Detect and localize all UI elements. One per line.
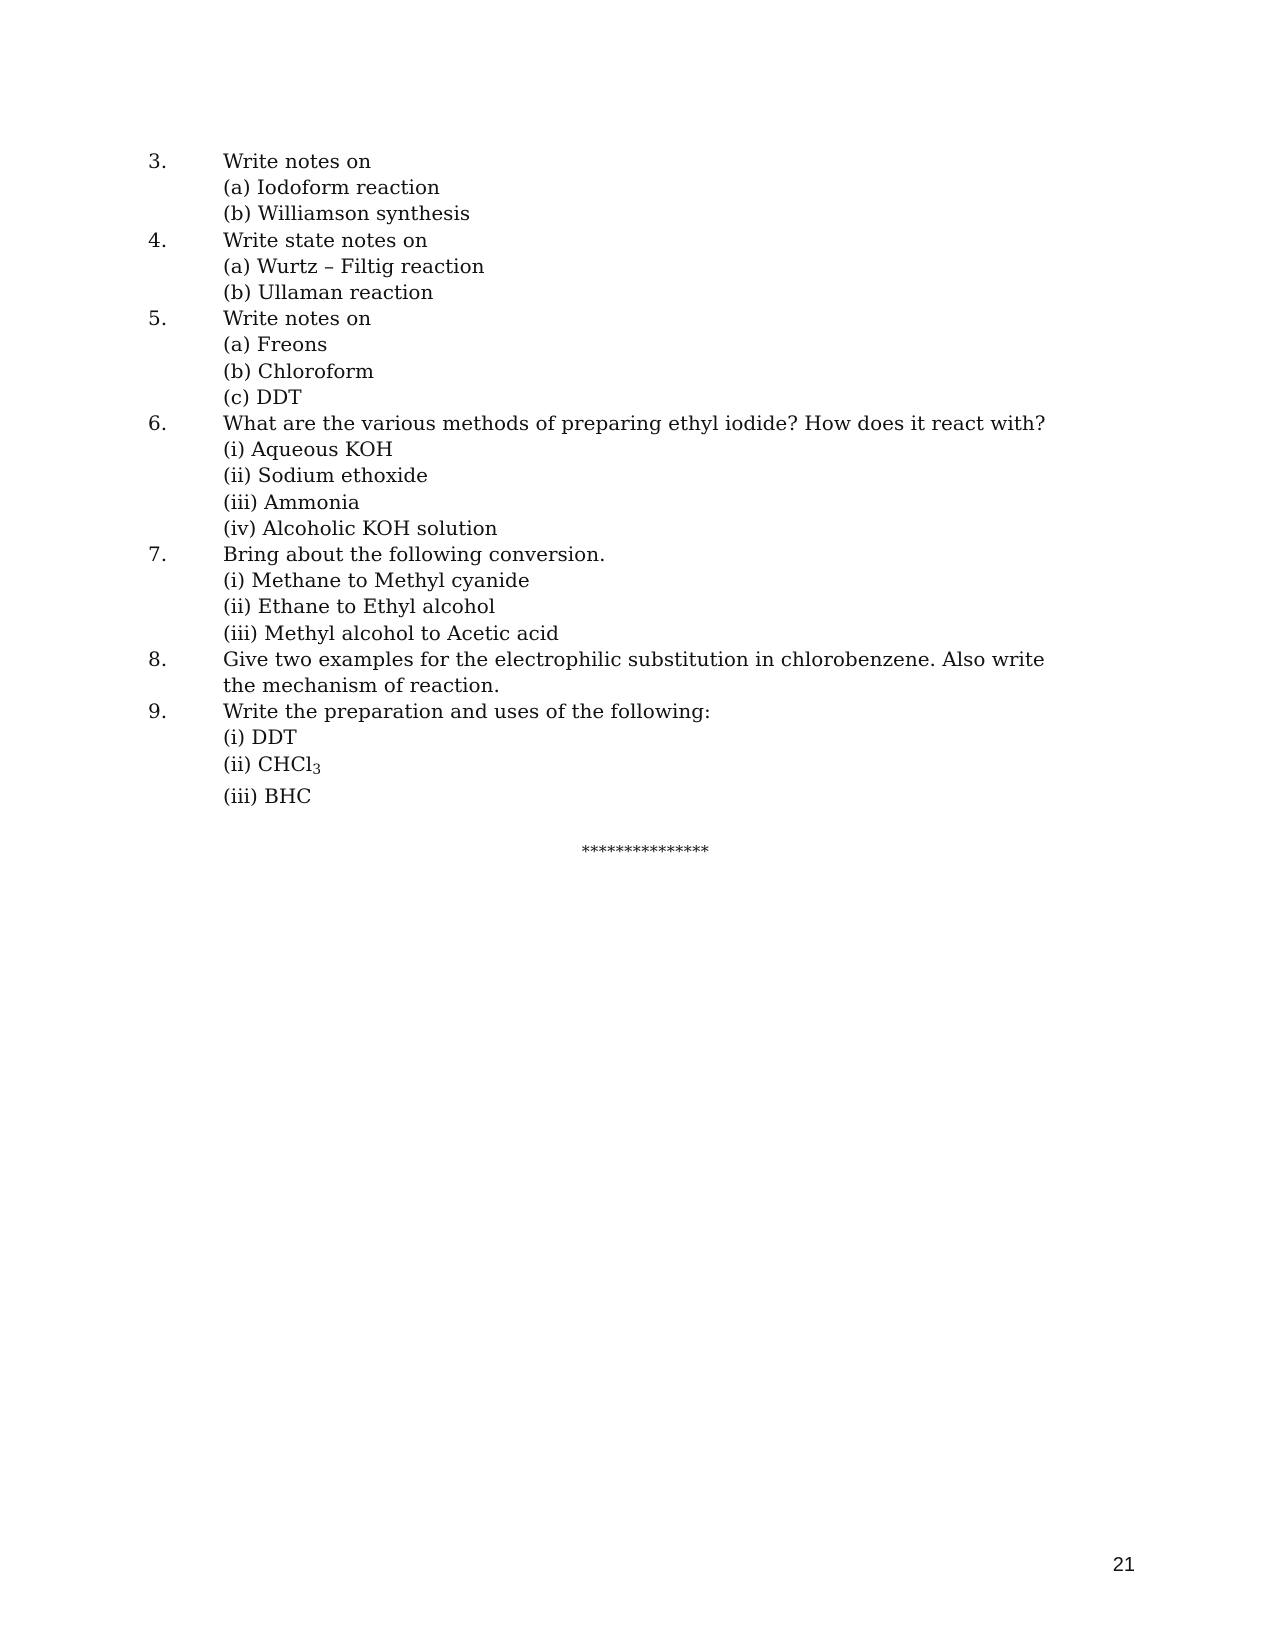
question-list	[148, 148, 1068, 809]
question-number: 3.	[148, 149, 168, 173]
question-4	[148, 227, 1068, 306]
sub-item: (ii) Sodium ethoxide	[223, 463, 429, 488]
question-number: 7.	[148, 542, 168, 567]
question-body	[223, 698, 1068, 809]
sub-item: (iv) Alcoholic KOH solution	[223, 515, 498, 540]
page-number: 21	[1112, 1554, 1135, 1576]
question-text: Write state notes on	[223, 227, 428, 252]
subscript: 3	[312, 761, 322, 778]
sub-item: (a) Wurtz – Filtig reaction	[223, 253, 485, 278]
question-body	[223, 541, 1068, 646]
question-text: Write the preparation and uses of the following:	[223, 699, 711, 724]
sub-item: (i) Methane to Methyl cyanide	[223, 568, 530, 593]
sub-item-chcl3	[223, 751, 1068, 783]
sub-item: (iii) Methyl alcohol to Acetic acid	[223, 620, 559, 645]
question-7	[148, 541, 1068, 646]
question-text: What are the various methods of preparing ethyl iodide? How does it react with?	[223, 411, 1046, 436]
question-body	[223, 646, 1068, 698]
sub-item: (iii) Ammonia	[223, 489, 360, 514]
sub-item: (c) DDT	[223, 384, 302, 409]
sub-item: (b) Ullaman reaction	[223, 280, 434, 305]
sub-item: (ii) Ethane to Ethyl alcohol	[223, 594, 496, 619]
question-body	[223, 227, 1068, 306]
sub-item-text: (ii) CHCl	[223, 751, 313, 776]
question-9	[148, 698, 1068, 809]
sub-item: (i) Aqueous KOH	[223, 437, 394, 462]
sub-item: (b) Chloroform	[223, 358, 374, 383]
sub-item: (b) Williamson synthesis	[223, 201, 471, 226]
question-5	[148, 305, 1068, 410]
question-6	[148, 410, 1068, 541]
question-text: Write notes on	[223, 306, 372, 331]
question-text: Bring about the following conversion.	[223, 542, 606, 567]
question-text: Give two examples for the electrophilic substitution in chlorobenzene. Also write the mechanism of reaction.	[223, 646, 1045, 698]
question-3	[148, 148, 1068, 227]
question-body	[223, 305, 1068, 410]
question-body	[223, 410, 1068, 541]
question-number: 4.	[148, 227, 168, 252]
section-separator: ***************	[581, 842, 710, 861]
question-text: Write notes on	[223, 149, 372, 173]
question-number: 9.	[148, 699, 168, 724]
question-8	[148, 646, 1068, 698]
question-number: 8.	[148, 646, 168, 671]
question-number: 6.	[148, 411, 168, 436]
question-number: 5.	[148, 306, 168, 331]
sub-item: (a) Iodoform reaction	[223, 175, 440, 200]
sub-item: (i) DDT	[223, 725, 297, 750]
sub-item: (iii) BHC	[223, 783, 312, 808]
question-body	[223, 148, 1068, 227]
sub-item: (a) Freons	[223, 332, 328, 357]
